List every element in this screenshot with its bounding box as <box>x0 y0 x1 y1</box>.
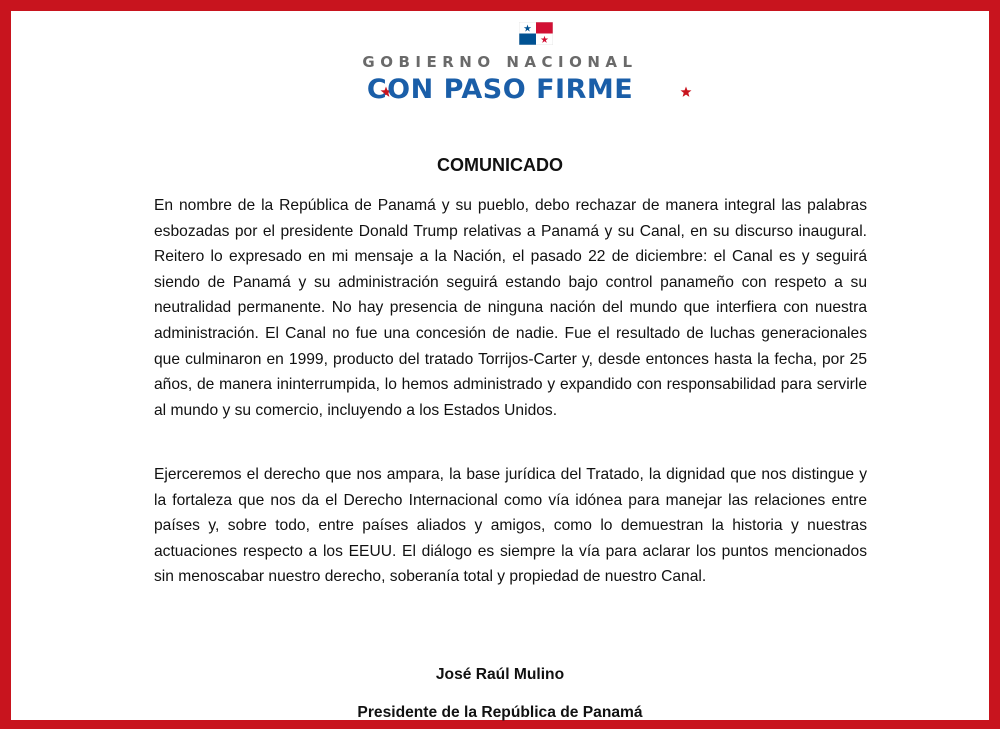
star-icon <box>680 86 692 98</box>
panama-flag-icon <box>519 22 553 45</box>
header-gobierno-nacional: GOBIERNO NACIONAL <box>362 53 638 71</box>
signature-role: Presidente de la República de Panamá <box>357 704 643 721</box>
document-title: COMUNICADO <box>437 155 563 175</box>
paragraph-2: Ejerceremos el derecho que nos ampara, la base jurídica del Tratado, la dignidad que nos distingue y la fortaleza que nos da el Derecho Internacional como vía idónea para manejar las relaciones entre países y, sobre todo, entre países aliados y amigos, como lo demuestran la historia y nuestras actuaciones respecto a los EEUU. El diálogo es siempre la vía para aclarar los puntos mencionados sin menoscabar nuestro derecho, soberanía total y propiedad de nuestro Canal. <box>154 466 867 586</box>
signature-name: José Raúl Mulino <box>435 666 565 683</box>
header-con-paso-firme: CON PASO FIRME <box>366 74 634 105</box>
paragraph-1: En nombre de la República de Panamá y su pueblo, debo rechazar de manera integral las palabras esbozadas por el presidente Donald Trump relativas a Panamá y su Canal, en su discurso inaugural. Reitero lo expresado en mi mensaje a la Nación, el pasado 22 de diciembre: el Canal es y seguirá siendo de Panamá y su administración seguirá estando bajo control panameño con respeto a su neutralidad permanente. No hay presencia de ninguna nación del mundo que interfiera con nuestra administración. El Canal no fue una concesión de nadie. Fue el resultado de luchas generacionales que culminaron en 1999, producto del tratado Torrijos-Carter y, desde entonces hasta la fecha, por 25 años, de manera ininterrumpida, lo hemos administrado y expandido con responsabilidad para servirle al mundo y su comercio, incluyendo a los Estados Unidos. <box>154 197 867 419</box>
